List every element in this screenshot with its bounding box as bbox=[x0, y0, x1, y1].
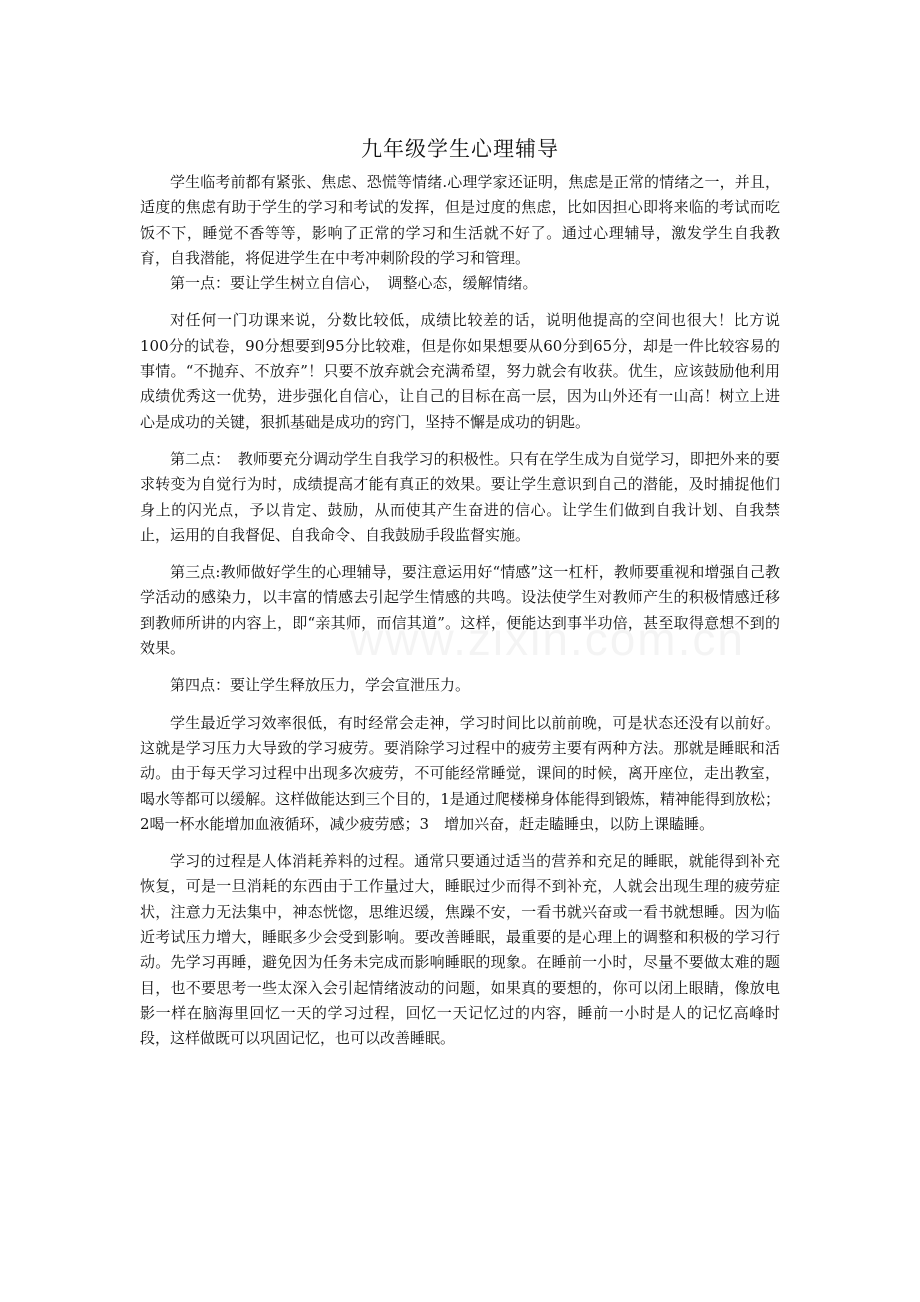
paragraph-point-4-body: 学生最近学习效率很低，有时经常会走神，学习时间比以前前晚，可是状态还没有以前好。这就是学习压力大导致的学习疲劳。要消除学习过程中的疲劳主要有两种方法。那就是睡眠和活动。由于每天学习过程中出现多次疲劳，不可能经常睡觉，课间的时候，离开座位，走出教室，喝水等都可以缓解。这样做能达到三个目的，1是通过爬楼梯身体能得到锻炼，精神能得到放松；2喝一杯水能增加血液循环，减少疲劳感；3 增加兴奋，赶走瞌睡虫，以防上课瞌睡。 bbox=[140, 713, 780, 833]
paragraph-point-1-heading: 第一点：要让学生树立自信心， 调整心态，缓解情绪。 bbox=[170, 274, 538, 293]
paragraph-point-2: 第二点： 教师要充分调动学生自我学习的积极性。只有在学生成为自觉学习，即把外来的要求转变为自觉行为时，成绩提高才能有真正的效果。要让学生意识到自己的潜能，及时捕捉他们身上的闪光点，予以肯定、鼓励，从而使其产生奋进的信心。让学生们做到自我计划、自我禁止，运用的自我督促、自我命令、自我鼓励手段监督实施。 bbox=[140, 449, 780, 544]
paragraph-point-1-body: 对任何一门功课来说，分数比较低，成绩比较差的话，说明他提高的空间也很大！比方说100分的试卷，90分想要到95分比较难，但是你如果想要从60分到65分，却是一件比较容易的事情。“不抛弃、不放弃”！只要不放弃就会充满希望，努力就会有收获。优生，应该鼓励他利用成绩优秀这一优势，进步强化自信心，让自己的目标在高一层，因为山外还有一山高！树立上进心是成功的关键，狠抓基础是成功的窍门，坚持不懈是成功的钥匙。 bbox=[140, 311, 780, 431]
paragraph-sleep: 学习的过程是人体消耗养料的过程。通常只要通过适当的营养和充足的睡眠，就能得到补充恢复，可是一旦消耗的东西由于工作量过大，睡眠过少而得不到补充，人就会出现生理的疲劳症状，注意力无法集中，神态恍惚，思维迟缓，焦躁不安，一看书就兴奋或一看书就想睡。因为临近考试压力增大，睡眠多少会受到影响。要改善睡眠，最重要的是心理上的调整和积极的学习行动。先学习再睡，避免因为任务未完成而影响睡眠的现象。在睡前一小时，尽量不要做太难的题目，也不要思考一些太深入会引起情绪波动的问题，如果真的要想的，你可以闭上眼睛，像放电影一样在脑海里回忆一天的学习过程，回忆一天记忆过的内容，睡前一小时是人的记忆高峰时段，这样做既可以巩固记忆，也可以改善睡眠。 bbox=[140, 852, 780, 1048]
page-title: 九年级学生心理辅导 bbox=[361, 137, 559, 162]
paragraph-point-3: 第三点:教师做好学生的心理辅导，要注意运用好“情感”这一杠杆，教师要重视和增强自己教学活动的感染力，以丰富的情感去引起学生情感的共鸣。设法使学生对教师产生的积极情感迁移到教师所讲的内容上，即“亲其师，而信其道”。这样，便能达到事半功倍，甚至取得意想不到的效果。 bbox=[140, 563, 780, 658]
document-body bbox=[140, 170, 780, 1052]
paragraph-intro: 学生临考前都有紧张、焦虑、恐慌等情绪.心理学家还证明，焦虑是正常的情绪之一，并且，适度的焦虑有助于学生的学习和考试的发挥，但是过度的焦虑，比如因担心即将来临的考试而吃饭不下，睡觉不香等等，影响了正常的学习和生活就不好了。通过心理辅导，激发学生自我教育，自我潜能，将促进学生在中考冲刺阶段的学习和管理。 bbox=[140, 173, 780, 267]
paragraph-point-4-heading: 第四点：要让学生释放压力，学会宣泄压力。 bbox=[170, 676, 471, 695]
